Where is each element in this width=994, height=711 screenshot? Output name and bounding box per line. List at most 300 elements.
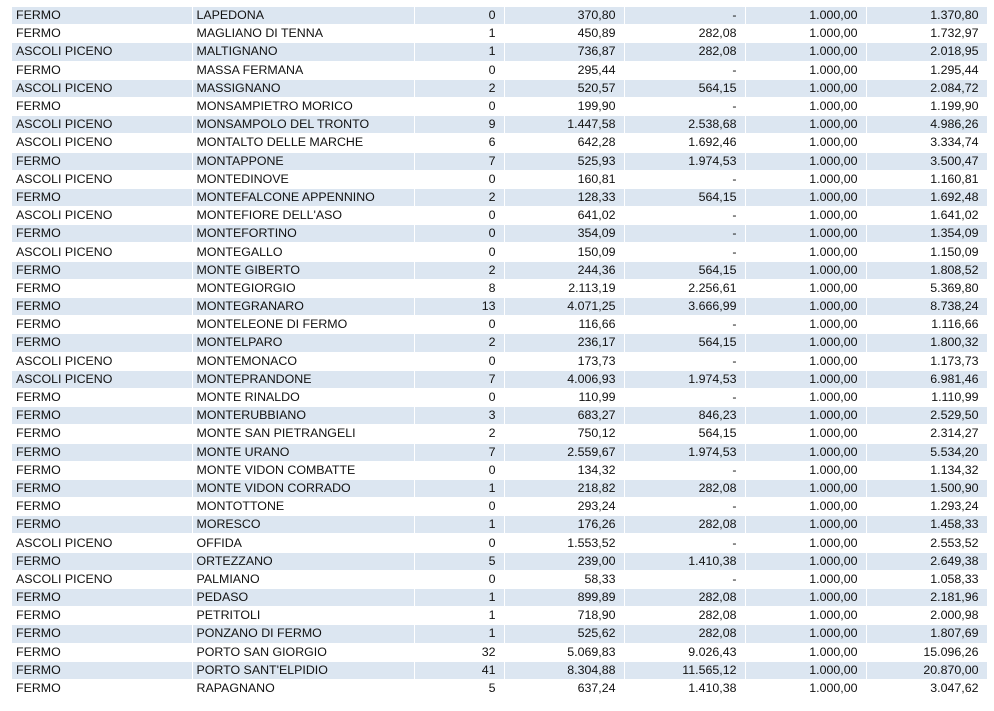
province-cell: FERMO	[12, 479, 192, 497]
amount-a-cell: 525,93	[504, 152, 624, 170]
table-row	[12, 661, 987, 679]
amount-b-cell: 1.974,53	[624, 152, 745, 170]
table-row	[12, 643, 987, 661]
fixed-amount-cell: 1.000,00	[745, 279, 866, 297]
table-row	[12, 425, 987, 443]
municipality-cell: PALMIANO	[192, 570, 414, 588]
fixed-amount-cell: 1.000,00	[745, 61, 866, 79]
amount-b-cell: 564,15	[624, 188, 745, 206]
province-cell: ASCOLI PICENO	[12, 243, 192, 261]
table-row	[12, 207, 987, 225]
municipality-cell: MONTE URANO	[192, 443, 414, 461]
table-row	[12, 479, 987, 497]
province-cell: FERMO	[12, 188, 192, 206]
total-cell: 2.553,52	[866, 534, 987, 552]
amount-b-cell: -	[624, 534, 745, 552]
count-cell: 3	[414, 407, 504, 425]
amount-b-cell: 2.538,68	[624, 116, 745, 134]
fixed-amount-cell: 1.000,00	[745, 388, 866, 406]
amount-b-cell: 564,15	[624, 261, 745, 279]
total-cell: 1.293,24	[866, 498, 987, 516]
province-cell: FERMO	[12, 61, 192, 79]
count-cell: 1	[414, 25, 504, 43]
amount-a-cell: 236,17	[504, 334, 624, 352]
amount-b-cell: 564,15	[624, 334, 745, 352]
amount-a-cell: 5.069,83	[504, 643, 624, 661]
amount-b-cell: -	[624, 352, 745, 370]
fixed-amount-cell: 1.000,00	[745, 43, 866, 61]
amount-b-cell: 564,15	[624, 79, 745, 97]
total-cell: 3.334,74	[866, 134, 987, 152]
province-cell: ASCOLI PICENO	[12, 116, 192, 134]
amount-b-cell: -	[624, 461, 745, 479]
count-cell: 0	[414, 225, 504, 243]
amount-a-cell: 150,09	[504, 243, 624, 261]
count-cell: 0	[414, 570, 504, 588]
table-row	[12, 570, 987, 588]
total-cell: 2.181,96	[866, 589, 987, 607]
fixed-amount-cell: 1.000,00	[745, 479, 866, 497]
total-cell: 1.808,52	[866, 261, 987, 279]
fixed-amount-cell: 1.000,00	[745, 116, 866, 134]
fixed-amount-cell: 1.000,00	[745, 97, 866, 115]
amount-b-cell: -	[624, 225, 745, 243]
amount-b-cell: -	[624, 170, 745, 188]
fixed-amount-cell: 1.000,00	[745, 661, 866, 679]
amount-b-cell: 282,08	[624, 25, 745, 43]
fixed-amount-cell: 1.000,00	[745, 498, 866, 516]
count-cell: 41	[414, 661, 504, 679]
province-cell: ASCOLI PICENO	[12, 534, 192, 552]
province-cell: ASCOLI PICENO	[12, 170, 192, 188]
municipality-cell: MONTAPPONE	[192, 152, 414, 170]
table-row	[12, 370, 987, 388]
province-cell: FERMO	[12, 97, 192, 115]
total-cell: 1.173,73	[866, 352, 987, 370]
amount-a-cell: 2.113,19	[504, 279, 624, 297]
fixed-amount-cell: 1.000,00	[745, 443, 866, 461]
province-cell: FERMO	[12, 225, 192, 243]
table-row	[12, 25, 987, 43]
total-cell: 2.649,38	[866, 552, 987, 570]
count-cell: 0	[414, 498, 504, 516]
municipality-cell: MONTE RINALDO	[192, 388, 414, 406]
fixed-amount-cell: 1.000,00	[745, 570, 866, 588]
amount-b-cell: 282,08	[624, 607, 745, 625]
amount-a-cell: 750,12	[504, 425, 624, 443]
table-row	[12, 316, 987, 334]
total-cell: 4.986,26	[866, 116, 987, 134]
province-cell: FERMO	[12, 516, 192, 534]
amount-a-cell: 58,33	[504, 570, 624, 588]
count-cell: 7	[414, 443, 504, 461]
municipality-cell: PORTO SANT'ELPIDIO	[192, 661, 414, 679]
province-cell: ASCOLI PICENO	[12, 79, 192, 97]
amount-a-cell: 199,90	[504, 97, 624, 115]
total-cell: 1.370,80	[866, 7, 987, 25]
count-cell: 8	[414, 279, 504, 297]
count-cell: 0	[414, 461, 504, 479]
province-cell: FERMO	[12, 643, 192, 661]
count-cell: 13	[414, 298, 504, 316]
amount-a-cell: 642,28	[504, 134, 624, 152]
province-cell: FERMO	[12, 679, 192, 697]
amount-a-cell: 520,57	[504, 79, 624, 97]
amount-a-cell: 718,90	[504, 607, 624, 625]
amount-b-cell: 282,08	[624, 43, 745, 61]
municipality-cell: MORESCO	[192, 516, 414, 534]
amount-b-cell: 3.666,99	[624, 298, 745, 316]
count-cell: 0	[414, 97, 504, 115]
amount-a-cell: 899,89	[504, 589, 624, 607]
municipality-cell: PEDASO	[192, 589, 414, 607]
table-row	[12, 407, 987, 425]
total-cell: 2.000,98	[866, 607, 987, 625]
municipality-cell: MONTERUBBIANO	[192, 407, 414, 425]
count-cell: 2	[414, 334, 504, 352]
count-cell: 2	[414, 261, 504, 279]
count-cell: 0	[414, 207, 504, 225]
fixed-amount-cell: 1.000,00	[745, 679, 866, 697]
province-cell: FERMO	[12, 334, 192, 352]
fixed-amount-cell: 1.000,00	[745, 134, 866, 152]
province-cell: FERMO	[12, 552, 192, 570]
municipality-cell: ORTEZZANO	[192, 552, 414, 570]
table-row	[12, 279, 987, 297]
table-row	[12, 97, 987, 115]
total-cell: 15.096,26	[866, 643, 987, 661]
total-cell: 1.295,44	[866, 61, 987, 79]
amount-a-cell: 160,81	[504, 170, 624, 188]
count-cell: 6	[414, 134, 504, 152]
municipality-cell: PETRITOLI	[192, 607, 414, 625]
total-cell: 1.732,97	[866, 25, 987, 43]
table-row	[12, 7, 987, 25]
province-cell: FERMO	[12, 443, 192, 461]
table-row	[12, 79, 987, 97]
amount-a-cell: 637,24	[504, 679, 624, 697]
amount-b-cell: 282,08	[624, 589, 745, 607]
amount-a-cell: 736,87	[504, 43, 624, 61]
total-cell: 1.800,32	[866, 334, 987, 352]
total-cell: 1.692,48	[866, 188, 987, 206]
amount-a-cell: 4.006,93	[504, 370, 624, 388]
amount-b-cell: 2.256,61	[624, 279, 745, 297]
municipality-cell: LAPEDONA	[192, 7, 414, 25]
table-row	[12, 352, 987, 370]
total-cell: 3.500,47	[866, 152, 987, 170]
amount-a-cell: 110,99	[504, 388, 624, 406]
table-row	[12, 552, 987, 570]
municipality-cell: MONTEFIORE DELL'ASO	[192, 207, 414, 225]
fixed-amount-cell: 1.000,00	[745, 461, 866, 479]
amount-b-cell: 564,15	[624, 425, 745, 443]
municipality-cell: MONTEGALLO	[192, 243, 414, 261]
total-cell: 1.160,81	[866, 170, 987, 188]
amount-b-cell: 846,23	[624, 407, 745, 425]
fixed-amount-cell: 1.000,00	[745, 552, 866, 570]
amount-b-cell: -	[624, 243, 745, 261]
municipality-cell: MONTEFALCONE APPENNINO	[192, 188, 414, 206]
amount-b-cell: 282,08	[624, 479, 745, 497]
province-cell: FERMO	[12, 279, 192, 297]
count-cell: 7	[414, 152, 504, 170]
province-cell: ASCOLI PICENO	[12, 352, 192, 370]
fixed-amount-cell: 1.000,00	[745, 625, 866, 643]
amount-a-cell: 4.071,25	[504, 298, 624, 316]
municipality-cell: MONTELPARO	[192, 334, 414, 352]
count-cell: 0	[414, 61, 504, 79]
amount-b-cell: -	[624, 207, 745, 225]
fixed-amount-cell: 1.000,00	[745, 516, 866, 534]
fixed-amount-cell: 1.000,00	[745, 261, 866, 279]
count-cell: 0	[414, 388, 504, 406]
municipality-table	[12, 7, 988, 698]
total-cell: 2.529,50	[866, 407, 987, 425]
province-cell: ASCOLI PICENO	[12, 370, 192, 388]
fixed-amount-cell: 1.000,00	[745, 589, 866, 607]
amount-a-cell: 370,80	[504, 7, 624, 25]
fixed-amount-cell: 1.000,00	[745, 225, 866, 243]
total-cell: 1.458,33	[866, 516, 987, 534]
table-row	[12, 243, 987, 261]
count-cell: 1	[414, 625, 504, 643]
total-cell: 2.314,27	[866, 425, 987, 443]
total-cell: 8.738,24	[866, 298, 987, 316]
fixed-amount-cell: 1.000,00	[745, 316, 866, 334]
total-cell: 1.058,33	[866, 570, 987, 588]
province-cell: ASCOLI PICENO	[12, 43, 192, 61]
count-cell: 0	[414, 170, 504, 188]
fixed-amount-cell: 1.000,00	[745, 7, 866, 25]
province-cell: FERMO	[12, 388, 192, 406]
province-cell: FERMO	[12, 625, 192, 643]
count-cell: 1	[414, 607, 504, 625]
table-row	[12, 170, 987, 188]
municipality-cell: MONTE SAN PIETRANGELI	[192, 425, 414, 443]
table-row	[12, 679, 987, 697]
fixed-amount-cell: 1.000,00	[745, 352, 866, 370]
amount-b-cell: -	[624, 61, 745, 79]
amount-a-cell: 134,32	[504, 461, 624, 479]
amount-a-cell: 525,62	[504, 625, 624, 643]
fixed-amount-cell: 1.000,00	[745, 79, 866, 97]
count-cell: 0	[414, 316, 504, 334]
table-row	[12, 334, 987, 352]
table-row	[12, 498, 987, 516]
total-cell: 6.981,46	[866, 370, 987, 388]
municipality-cell: MASSA FERMANA	[192, 61, 414, 79]
province-cell: FERMO	[12, 425, 192, 443]
province-cell: FERMO	[12, 298, 192, 316]
count-cell: 0	[414, 7, 504, 25]
count-cell: 0	[414, 352, 504, 370]
province-cell: FERMO	[12, 607, 192, 625]
table-row	[12, 516, 987, 534]
amount-b-cell: 1.410,38	[624, 552, 745, 570]
count-cell: 0	[414, 534, 504, 552]
amount-a-cell: 239,00	[504, 552, 624, 570]
total-cell: 1.150,09	[866, 243, 987, 261]
amount-a-cell: 683,27	[504, 407, 624, 425]
total-cell: 1.110,99	[866, 388, 987, 406]
fixed-amount-cell: 1.000,00	[745, 298, 866, 316]
municipality-cell: MONTOTTONE	[192, 498, 414, 516]
province-cell: FERMO	[12, 25, 192, 43]
province-cell: FERMO	[12, 316, 192, 334]
table-row	[12, 298, 987, 316]
count-cell: 32	[414, 643, 504, 661]
count-cell: 0	[414, 243, 504, 261]
municipality-cell: MONTEPRANDONE	[192, 370, 414, 388]
province-cell: FERMO	[12, 261, 192, 279]
count-cell: 1	[414, 43, 504, 61]
amount-b-cell: 11.565,12	[624, 661, 745, 679]
municipality-cell: MONTEGRANARO	[192, 298, 414, 316]
fixed-amount-cell: 1.000,00	[745, 152, 866, 170]
province-cell: FERMO	[12, 461, 192, 479]
table-row	[12, 589, 987, 607]
municipality-cell: PORTO SAN GIORGIO	[192, 643, 414, 661]
count-cell: 5	[414, 679, 504, 697]
count-cell: 2	[414, 425, 504, 443]
amount-b-cell: -	[624, 570, 745, 588]
municipality-cell: RAPAGNANO	[192, 679, 414, 697]
total-cell: 1.354,09	[866, 225, 987, 243]
table-row	[12, 261, 987, 279]
municipality-cell: MONTE VIDON COMBATTE	[192, 461, 414, 479]
total-cell: 1.641,02	[866, 207, 987, 225]
amount-a-cell: 173,73	[504, 352, 624, 370]
municipality-cell: OFFIDA	[192, 534, 414, 552]
table-row	[12, 152, 987, 170]
municipality-cell: MONTELEONE DI FERMO	[192, 316, 414, 334]
table-body	[12, 7, 987, 698]
count-cell: 1	[414, 589, 504, 607]
amount-a-cell: 8.304,88	[504, 661, 624, 679]
table-row	[12, 188, 987, 206]
table-row	[12, 43, 987, 61]
municipality-cell: MONTALTO DELLE MARCHE	[192, 134, 414, 152]
fixed-amount-cell: 1.000,00	[745, 370, 866, 388]
amount-a-cell: 116,66	[504, 316, 624, 334]
count-cell: 1	[414, 516, 504, 534]
amount-a-cell: 128,33	[504, 188, 624, 206]
total-cell: 3.047,62	[866, 679, 987, 697]
amount-a-cell: 1.447,58	[504, 116, 624, 134]
count-cell: 5	[414, 552, 504, 570]
amount-b-cell: -	[624, 7, 745, 25]
province-cell: FERMO	[12, 498, 192, 516]
count-cell: 2	[414, 188, 504, 206]
amount-b-cell: 1.974,53	[624, 443, 745, 461]
amount-a-cell: 450,89	[504, 25, 624, 43]
amount-b-cell: 1.692,46	[624, 134, 745, 152]
amount-b-cell: 1.410,38	[624, 679, 745, 697]
amount-a-cell: 354,09	[504, 225, 624, 243]
amount-a-cell: 295,44	[504, 61, 624, 79]
count-cell: 2	[414, 79, 504, 97]
fixed-amount-cell: 1.000,00	[745, 643, 866, 661]
total-cell: 20.870,00	[866, 661, 987, 679]
province-cell: FERMO	[12, 152, 192, 170]
table-row	[12, 134, 987, 152]
count-cell: 1	[414, 479, 504, 497]
municipality-cell: MONTEDINOVE	[192, 170, 414, 188]
fixed-amount-cell: 1.000,00	[745, 188, 866, 206]
count-cell: 9	[414, 116, 504, 134]
amount-a-cell: 176,26	[504, 516, 624, 534]
amount-a-cell: 293,24	[504, 498, 624, 516]
table-row	[12, 625, 987, 643]
total-cell: 1.116,66	[866, 316, 987, 334]
amount-a-cell: 641,02	[504, 207, 624, 225]
municipality-cell: MONSAMPOLO DEL TRONTO	[192, 116, 414, 134]
fixed-amount-cell: 1.000,00	[745, 334, 866, 352]
total-cell: 5.369,80	[866, 279, 987, 297]
amount-b-cell: -	[624, 97, 745, 115]
table-row	[12, 61, 987, 79]
total-cell: 2.018,95	[866, 43, 987, 61]
municipality-cell: MONTE GIBERTO	[192, 261, 414, 279]
amount-b-cell: -	[624, 388, 745, 406]
table-row	[12, 388, 987, 406]
province-cell: ASCOLI PICENO	[12, 134, 192, 152]
municipality-cell: MONTE VIDON CORRADO	[192, 479, 414, 497]
total-cell: 1.500,90	[866, 479, 987, 497]
total-cell: 1.807,69	[866, 625, 987, 643]
province-cell: ASCOLI PICENO	[12, 207, 192, 225]
total-cell: 5.534,20	[866, 443, 987, 461]
province-cell: FERMO	[12, 7, 192, 25]
amount-a-cell: 2.559,67	[504, 443, 624, 461]
amount-b-cell: 9.026,43	[624, 643, 745, 661]
table-row	[12, 225, 987, 243]
municipality-cell: MONTEMONACO	[192, 352, 414, 370]
amount-b-cell: -	[624, 498, 745, 516]
municipality-cell: MALTIGNANO	[192, 43, 414, 61]
municipality-cell: MAGLIANO DI TENNA	[192, 25, 414, 43]
municipality-cell: MONTEFORTINO	[192, 225, 414, 243]
amount-b-cell: 1.974,53	[624, 370, 745, 388]
table-row	[12, 461, 987, 479]
fixed-amount-cell: 1.000,00	[745, 170, 866, 188]
fixed-amount-cell: 1.000,00	[745, 425, 866, 443]
municipality-cell: MONTEGIORGIO	[192, 279, 414, 297]
fixed-amount-cell: 1.000,00	[745, 407, 866, 425]
amount-b-cell: 282,08	[624, 625, 745, 643]
province-cell: ASCOLI PICENO	[12, 570, 192, 588]
amount-b-cell: 282,08	[624, 516, 745, 534]
fixed-amount-cell: 1.000,00	[745, 25, 866, 43]
total-cell: 1.199,90	[866, 97, 987, 115]
fixed-amount-cell: 1.000,00	[745, 534, 866, 552]
count-cell: 7	[414, 370, 504, 388]
table-row	[12, 534, 987, 552]
table-row	[12, 607, 987, 625]
municipality-cell: MASSIGNANO	[192, 79, 414, 97]
province-cell: FERMO	[12, 407, 192, 425]
amount-b-cell: -	[624, 316, 745, 334]
province-cell: FERMO	[12, 661, 192, 679]
province-cell: FERMO	[12, 589, 192, 607]
amount-a-cell: 244,36	[504, 261, 624, 279]
amount-a-cell: 1.553,52	[504, 534, 624, 552]
table-row	[12, 443, 987, 461]
municipality-cell: PONZANO DI FERMO	[192, 625, 414, 643]
fixed-amount-cell: 1.000,00	[745, 607, 866, 625]
total-cell: 1.134,32	[866, 461, 987, 479]
